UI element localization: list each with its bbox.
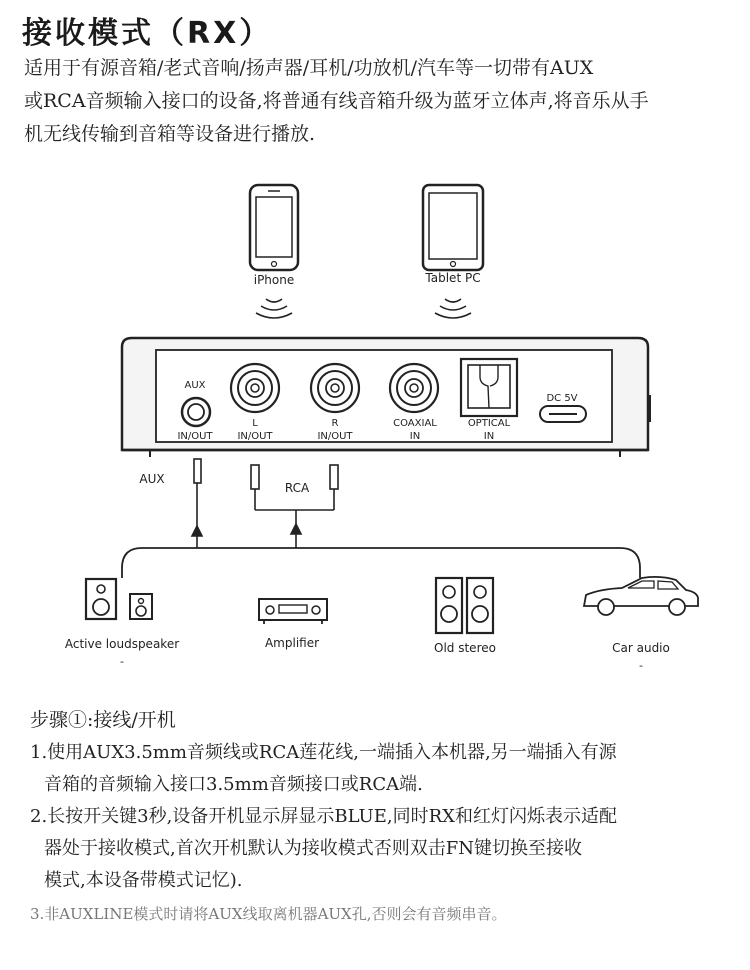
optical-port-icon xyxy=(461,359,517,416)
active-loudspeaker-label: Active loudspeaker xyxy=(64,637,180,651)
intro-line: 或RCA音频输入接口的设备,将普通有线音箱升级为蓝牙立体声,将音乐从手 xyxy=(24,90,649,112)
intro-line: 机无线传输到音箱等设备进行播放. xyxy=(24,123,316,145)
aux-port-sub: IN/OUT xyxy=(177,431,213,442)
steps-note: 3.非AUXLINE模式时请将AUX线取离机器AUX孔,否则会有音频串音。 xyxy=(30,905,507,923)
old-stereo-icon xyxy=(436,578,493,633)
rca-left-sub: IN/OUT xyxy=(237,431,273,442)
iphone-icon xyxy=(250,185,298,270)
page-title: 接收模式（RX） xyxy=(22,16,273,51)
tablet-icon xyxy=(423,185,483,270)
rca-right-label: R xyxy=(331,418,339,429)
step-line: 器处于接收模式,首次开机默认为接收模式否则双击FN键切换至接收 xyxy=(44,838,582,859)
coaxial-sub: IN xyxy=(409,431,421,442)
old-stereo-label: Old stereo xyxy=(434,641,496,655)
connection-diagram xyxy=(0,160,750,700)
distribution-line xyxy=(122,548,640,578)
aux-port-label: AUX xyxy=(184,380,206,391)
car-audio-label: Car audio xyxy=(612,641,670,655)
aux-cable-label: AUX xyxy=(139,472,165,486)
step-line: 1.使用AUX3.5mm音频线或RCA莲花线,一端插入本机器,另一端插入有源 xyxy=(30,742,617,763)
rca-right-sub: IN/OUT xyxy=(317,431,353,442)
amplifier-icon xyxy=(259,599,327,624)
rca-right-jack-icon xyxy=(311,364,359,412)
steps-section xyxy=(30,705,730,942)
rca-cable-label: RCA xyxy=(284,481,310,495)
step-line: 2.长按开关键3秒,设备开机显示屏显示BLUE,同时RX和红灯闪烁表示适配 xyxy=(30,806,617,827)
optical-label: OPTICAL xyxy=(467,418,511,429)
amplifier-label: Amplifier xyxy=(264,636,320,650)
active-loudspeaker-icon xyxy=(86,579,152,619)
coaxial-label: COAXIAL xyxy=(393,418,437,429)
intro-line: 适用于有源音箱/老式音响/扬声器/耳机/功放机/汽车等一切带有AUX xyxy=(24,57,594,79)
rca-left-jack-icon xyxy=(231,364,279,412)
car-icon xyxy=(584,577,698,615)
aux-jack-icon xyxy=(182,398,210,426)
steps-heading: 步骤①:接线/开机 xyxy=(30,709,176,731)
dc-port-label: DC 5V xyxy=(546,393,578,404)
coaxial-jack-icon xyxy=(390,364,438,412)
iphone-label: iPhone xyxy=(253,273,295,287)
usb-c-port-icon xyxy=(540,406,586,422)
rca-left-label: L xyxy=(252,418,258,429)
wireless-signal-icon xyxy=(435,299,471,318)
car-dash: - xyxy=(639,659,643,672)
step-line: 音箱的音频输入接口3.5mm音频接口或RCA端. xyxy=(44,774,423,795)
rca-cable xyxy=(251,465,338,548)
wireless-signal-icon xyxy=(256,299,292,318)
intro-paragraph xyxy=(24,52,724,151)
tablet-label: Tablet PC xyxy=(425,271,481,285)
speaker-dash: - xyxy=(120,655,124,668)
step-line: 模式,本设备带模式记忆). xyxy=(44,870,243,891)
aux-cable xyxy=(192,459,202,548)
optical-sub: IN xyxy=(483,431,495,442)
